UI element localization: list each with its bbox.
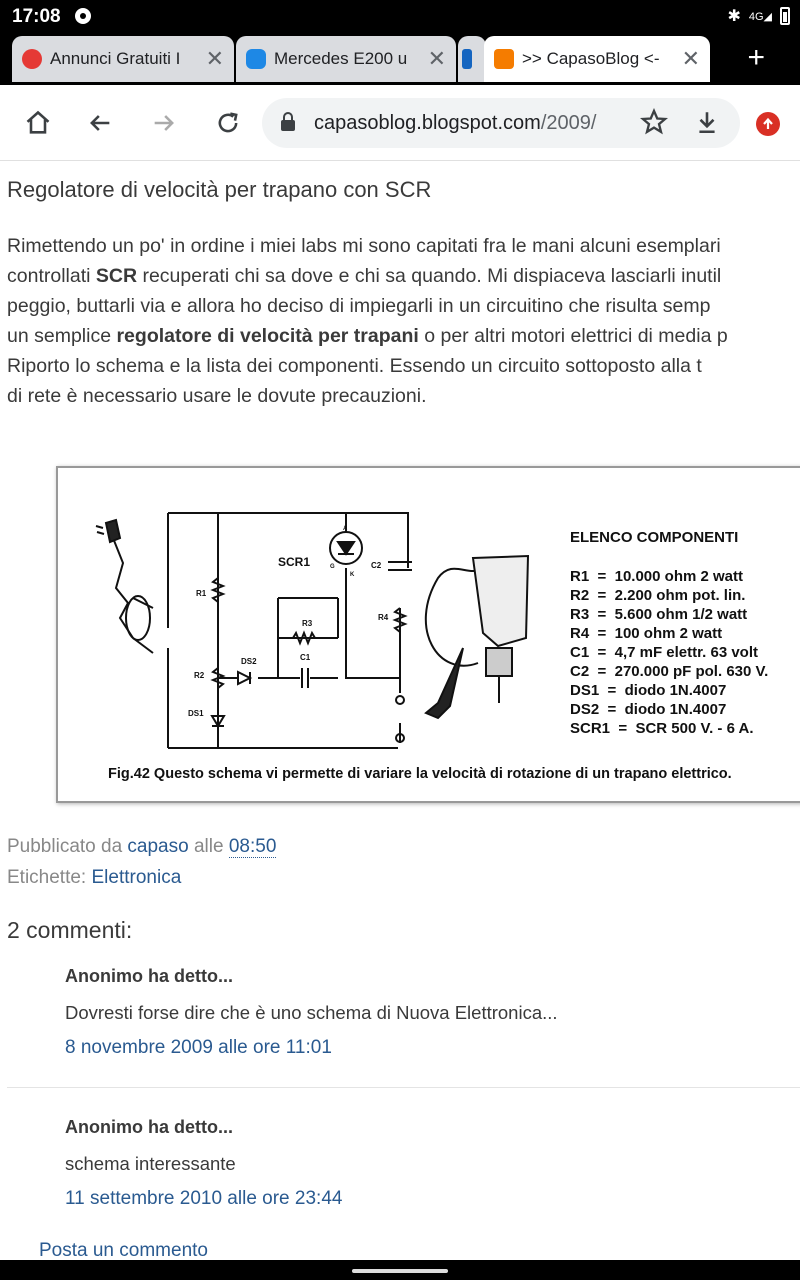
url-text: capasoblog.blogspot.com/2009/ xyxy=(314,111,597,134)
lock-icon xyxy=(280,112,296,137)
author-link[interactable]: capaso xyxy=(127,836,189,857)
navigation-bar xyxy=(0,1260,800,1280)
c1-label: C1 xyxy=(300,653,311,662)
figure-caption: Fig.42 Questo schema vi permette di variare la velocità di rotazione di un trapano elettrico. xyxy=(108,766,732,782)
component-item: R3 = 5.600 ohm 1/2 watt xyxy=(570,606,748,623)
comment-date-link[interactable]: 8 novembre 2009 alle ore 11:01 xyxy=(65,1037,332,1058)
blue-favicon-icon xyxy=(462,49,472,69)
r3-label: R3 xyxy=(302,619,313,628)
comments-heading: 2 commenti: xyxy=(7,917,133,943)
close-tab-icon[interactable]: ✕ xyxy=(205,46,224,71)
component-item: DS2 = diodo 1N.4007 xyxy=(570,701,727,718)
address-bar[interactable] xyxy=(262,98,740,148)
schematic-drawing xyxy=(58,468,558,768)
cathode-label: K xyxy=(350,572,355,578)
component-list: ELENCO COMPONENTI R1 = 10.000 ohm 2 watt R2 = 2.200 ohm pot. lin. R3 = 5.600 ohm 1/2 watt R4 = 100 ohm 2 watt C1 = 4,7 mF elettr. 63 volt C2 = 270.000 pF pol. 630 V. DS1 = diodo 1N.4007 DS2 = diodo 1N.4007 SCR1 = SCR 500 V. - 6 A. xyxy=(570,529,769,737)
back-arrow-icon[interactable] xyxy=(82,105,118,141)
comment-divider xyxy=(7,1087,800,1088)
home-gesture-handle[interactable] xyxy=(352,1269,448,1273)
browser-toolbar xyxy=(0,85,800,161)
gate-label: G xyxy=(330,564,335,570)
component-item: SCR1 = SCR 500 V. - 6 A. xyxy=(570,720,754,737)
tab-annunci[interactable] xyxy=(12,36,234,82)
tab-label: >> CapasoBlog <- xyxy=(522,49,660,68)
comment-text: Dovresti forse dire che è uno schema di Nuova Elettronica... xyxy=(65,1002,558,1023)
component-item: C1 = 4,7 mF elettr. 63 volt xyxy=(570,644,758,661)
reload-icon[interactable] xyxy=(210,105,246,141)
chrome-notification-icon xyxy=(75,8,91,24)
star-bookmark-icon[interactable] xyxy=(640,108,668,141)
post-comment-link[interactable]: Posta un commento xyxy=(39,1240,208,1260)
tab-strip xyxy=(0,33,800,85)
post-labels: Etichette: Elettronica xyxy=(7,867,182,888)
circuit-schematic-image[interactable] xyxy=(56,466,800,803)
anode-label: A xyxy=(343,526,348,532)
clock: 17:08 xyxy=(12,6,61,27)
ds2-label: DS2 xyxy=(241,657,257,666)
component-item: R4 = 100 ohm 2 watt xyxy=(570,625,723,642)
battery-icon xyxy=(780,7,790,25)
tab-label: Mercedes E200 u xyxy=(274,49,408,68)
scr1-label: SCR1 xyxy=(278,555,311,569)
tab-capasoblog[interactable] xyxy=(484,36,710,82)
forward-arrow-icon[interactable] xyxy=(146,105,182,141)
timestamp-link[interactable]: 08:50 xyxy=(228,836,277,857)
comment-author: Anonimo ha detto... xyxy=(65,1117,233,1137)
blogger-favicon-icon xyxy=(494,49,514,69)
component-item: DS1 = diodo 1N.4007 xyxy=(570,682,727,699)
label-link[interactable]: Elettronica xyxy=(91,867,182,888)
post-byline: Pubblicato da capaso alle 08:50 xyxy=(7,836,277,857)
ds1-label: DS1 xyxy=(188,709,204,718)
component-item: R2 = 2.200 ohm pot. lin. xyxy=(570,587,746,604)
car-favicon-icon xyxy=(246,49,266,69)
component-item: R1 = 10.000 ohm 2 watt xyxy=(570,568,743,585)
r4-label: R4 xyxy=(378,613,389,622)
new-tab-icon[interactable]: + xyxy=(747,41,765,74)
r1-label: R1 xyxy=(196,589,207,598)
update-available-icon[interactable] xyxy=(756,112,780,136)
bluetooth-icon: ✱ xyxy=(727,8,741,25)
c2-label: C2 xyxy=(371,561,382,570)
comment-author: Anonimo ha detto... xyxy=(65,966,233,986)
annunci-favicon-icon xyxy=(22,49,42,69)
tab-mercedes[interactable] xyxy=(236,36,456,82)
page-content xyxy=(0,161,800,1260)
component-item: C2 = 270.000 pF pol. 630 V. xyxy=(570,663,769,680)
comment-date-link[interactable]: 11 settembre 2010 alle ore 23:44 xyxy=(65,1188,343,1209)
home-icon[interactable] xyxy=(20,105,56,141)
comment-text: schema interessante xyxy=(65,1153,236,1174)
post-body: Rimettendo un po' in ordine i miei labs mi sono capitati fra le mani alcuni esemplari controllati SCR recuperati chi sa dove e chi sa quando. Mi dispiaceva lasciarli inutil peggio, buttarli via e allora ho deciso di impiegarli in un circuitino che risulta semp un semplice regolatore di velocità per trapani o per altri motori elettrici di media p Riporto lo schema e la lista dei componenti. Essendo un circuito sottoposto alla t di rete è necessario usare le dovute precauzioni. xyxy=(7,235,728,407)
signal-icon: 4G◢ xyxy=(748,10,772,23)
r2-label: R2 xyxy=(194,671,205,680)
tab-hidden[interactable] xyxy=(458,36,486,82)
download-icon[interactable] xyxy=(694,108,720,141)
status-bar xyxy=(0,0,800,33)
close-tab-icon[interactable]: ✕ xyxy=(427,46,446,71)
close-tab-icon[interactable]: ✕ xyxy=(681,46,700,71)
tab-label: Annunci Gratuiti I xyxy=(50,49,181,68)
post-title: Regolatore di velocità per trapano con SCR xyxy=(7,177,432,202)
